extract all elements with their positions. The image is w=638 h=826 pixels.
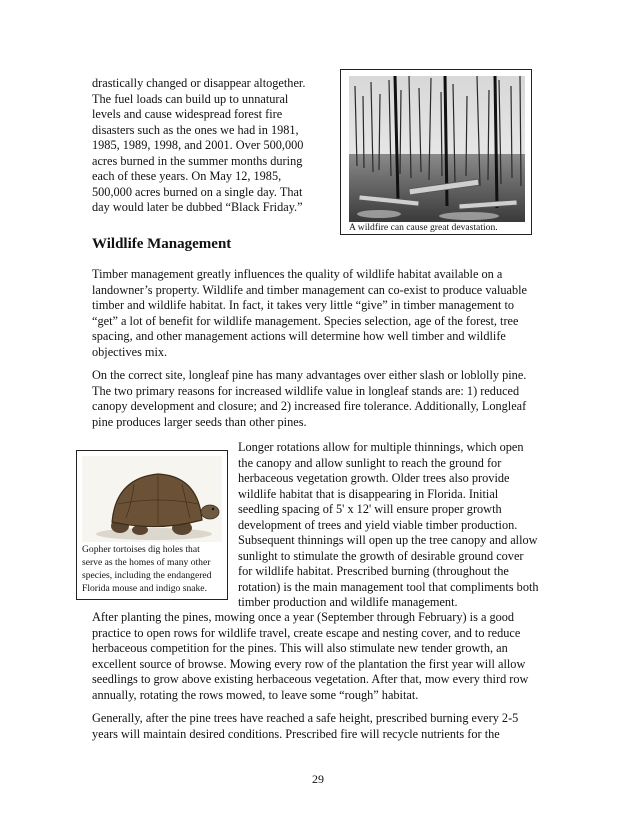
paragraph-line: practice to open rows for wildlife travel, create escape and nesting cover, and to reduce xyxy=(92,625,521,640)
intro-line: 500,000 acres burned on a single day. That xyxy=(92,184,303,199)
paragraph-line: Timber management greatly influences the quality of wildlife habitat available on a xyxy=(92,267,503,281)
tortoise-caption-line: Gopher tortoises dig holes that xyxy=(82,544,200,555)
section-heading: Wildlife Management xyxy=(92,236,232,252)
intro-line: each of these years. On May 12, 1985, xyxy=(92,169,282,183)
paragraph-rotations xyxy=(238,440,539,611)
paragraph-line: timber and wildlife habitat. In fact, it takes very little “give” in timber management to xyxy=(92,298,515,312)
paragraph-line: On the correct site, longleaf pine has many advantages over either slash or loblolly pine. xyxy=(92,368,527,382)
intro-line: The fuel loads can build up to unnatural xyxy=(92,91,289,106)
intro-line: 1985, 1989, 1998, and 2001. Over 500,000 xyxy=(92,138,304,152)
intro-paragraph xyxy=(92,76,305,216)
paragraph-longleaf xyxy=(92,368,526,430)
paragraph-line: wildlife habitat that is disappearing in Florida. Initial xyxy=(238,486,499,501)
paragraph-line: for wildlife habitat. Prescribed burning (throughout the xyxy=(238,564,509,578)
intro-line: acres burned in the summer months during xyxy=(92,153,303,168)
paragraph-line: pine produces larger seeds than other pines. xyxy=(92,414,307,429)
paragraph-line: excellent source of browse. Mowing every row of the plantation the first year will allow xyxy=(92,656,526,671)
tortoise-caption-line: Florida mouse and indigo snake. xyxy=(82,583,207,594)
paragraph-line: development of trees and yield viable timber production. xyxy=(238,517,518,532)
tortoise-photo xyxy=(82,456,222,542)
wildfire-photo xyxy=(349,76,525,222)
tortoise-caption-line: serve as the homes of many other xyxy=(82,557,211,568)
paragraph-timber-wildlife xyxy=(92,267,527,360)
wildfire-figure xyxy=(340,69,532,235)
paragraph-line: spacing, and other management actions will determine how well timber and wildlife xyxy=(92,329,506,343)
paragraph-burning xyxy=(92,711,518,742)
paragraph-line: herbaceous competition for the pines. This will also stimulate new tender growth, an xyxy=(92,641,508,655)
paragraph-line: rotation) is the main management tool that compliments both xyxy=(238,579,539,594)
paragraph-line: objectives mix. xyxy=(92,344,168,359)
paragraph-line: After planting the pines, mowing once a year (September through February) is a good xyxy=(92,610,515,624)
intro-line: drastically changed or disappear altogether. xyxy=(92,76,306,90)
paragraph-line: the canopy and allow sunlight to reach the ground for xyxy=(238,455,502,470)
paragraph-line: “get” a lot of benefit for wildlife management. Species selection, age of the forest, tree xyxy=(92,313,519,328)
paragraph-mowing xyxy=(92,610,528,703)
paragraph-line: years will maintain desired conditions. Prescribed fire will recycle nutrients for the xyxy=(92,726,500,741)
tortoise-caption-line: species, including the endangered xyxy=(82,570,212,581)
intro-line: levels and cause widespread forest fire xyxy=(92,107,283,121)
tortoise-figure xyxy=(76,450,228,600)
tortoise-caption xyxy=(82,543,211,595)
page-number: 29 xyxy=(312,772,324,786)
paragraph-line: Generally, after the pine trees have reached a safe height, prescribed burning every 2-5 xyxy=(92,711,519,725)
paragraph-line: sunlight to stimulate the growth of desirable ground cover xyxy=(238,548,524,563)
paragraph-line: seedlings to grow above existing herbaceous vegetation. After that, mow every third row xyxy=(92,672,529,686)
paragraph-line: Subsequent thinnings will open up the tree canopy and allow xyxy=(238,533,538,547)
paragraph-line: timber production and wildlife management. xyxy=(238,595,458,609)
intro-line: disasters such as the ones we had in 1981, xyxy=(92,122,299,137)
paragraph-line: annually, rotating the rows mowed, to leave some “rough” habitat. xyxy=(92,687,419,702)
paragraph-line: herbaceous vegetation growth. Older trees also provide xyxy=(238,471,510,485)
paragraph-line: seedling spacing of 5' x 12' will ensure proper growth xyxy=(238,502,502,516)
paragraph-line: Longer rotations allow for multiple thinnings, which open xyxy=(238,440,524,454)
wildfire-caption: A wildfire can cause great devastation. xyxy=(349,222,498,233)
paragraph-line: canopy development and closure; and 2) increased fire tolerance. Additionally, Longleaf xyxy=(92,399,527,413)
paragraph-line: landowner’s property. Wildlife and timber management can co-exist to produce valuable xyxy=(92,282,527,297)
intro-line: day would later be dubbed “Black Friday.” xyxy=(92,200,303,214)
paragraph-line: The two primary reasons for increased wildlife value in longleaf stands are: 1) reduced xyxy=(92,383,520,398)
